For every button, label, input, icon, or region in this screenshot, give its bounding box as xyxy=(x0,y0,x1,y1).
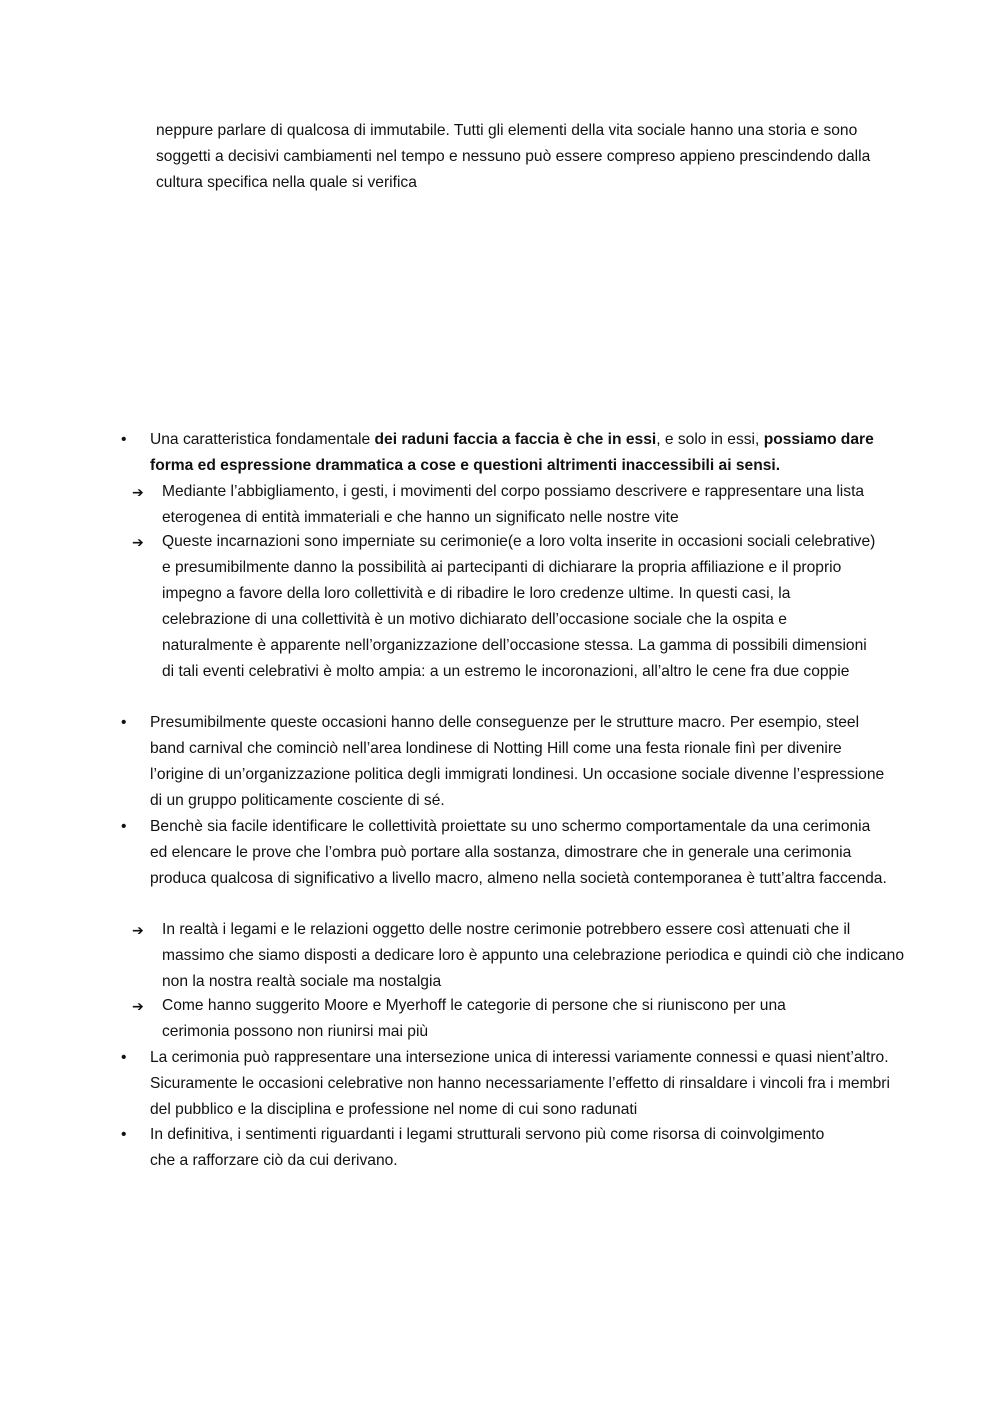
list-item-text: Presumibilmente queste occasioni hanno delle conseguenze per le strutture macro. Per esempio, steel band carnival che cominciò nell’area londinese di Notting Hill come una festa rionale finì per divenire l’origine di un’organizzazione politica degli immigrati londinesi. Un occasione sociale divenne l’espressione di un gruppo politicamente cosciente di sé. xyxy=(150,714,885,809)
bullet-marker: • xyxy=(121,1126,127,1143)
list-item-text: Queste incarnazioni sono imperniate su cerimonie(e a loro volta inserite in occasioni sociali celebrative) e presumibilmente danno la possibilità ai partecipanti di dichiarare la propria affiliazione e il proprio impegno a favore della loro collettività e di ribadire le loro credenze ultime. In questi casi, la celebrazione di una collettività è un motivo dichiarato dell’occasione sociale che la ospita e naturalmente è apparente nell’organizzazione dell’occasione stessa. La gamma di possibili dimensioni di tali eventi celebrativi è molto ampia: a un estremo le incoronazioni, all’altro le cene fra due coppie xyxy=(162,533,876,680)
bold-text: dei raduni faccia a faccia è che in essi xyxy=(374,431,657,448)
arrow-marker: ➔ xyxy=(132,998,144,1014)
list-item xyxy=(132,479,877,531)
list-item-text: Benchè sia facile identificare le collettività proiettate su uno schermo comportamentale da una cerimonia ed elencare le prove che l’ombra può portare alla sostanza, dimostrare che in generale una cerimonia produca qualcosa di significativo a livello macro, almeno nella società contemporanea è tutt’altra faccenda. xyxy=(150,818,887,887)
list-item-text: La cerimonia può rappresentare una intersezione unica di interessi variamente connessi e quasi nient’altro. Sicuramente le occasioni celebrative non hanno necessariamente l’effetto di rinsaldare i vincoli fra i membri del pubblico e la disciplina e professione nel nome di cui sono radunati xyxy=(150,1049,890,1118)
bullet-marker: • xyxy=(121,431,127,448)
arrow-marker: ➔ xyxy=(132,922,144,938)
arrow-marker: ➔ xyxy=(132,484,144,500)
list-item xyxy=(132,529,877,685)
list-item xyxy=(121,814,890,892)
list-item-text: Mediante l’abbigliamento, i gesti, i movimenti del corpo possiamo descrivere e rappresentare una lista eterogenea di entità immateriali e che hanno un significato nelle nostre vite xyxy=(162,483,865,526)
bullet-marker: • xyxy=(121,714,127,731)
list-item xyxy=(121,427,880,479)
bullet-marker: • xyxy=(121,1049,127,1066)
list-item-text: Come hanno suggerito Moore e Myerhoff le categorie di persone che si riuniscono per una cerimonia possono non riunirsi mai più xyxy=(162,997,786,1040)
list-item xyxy=(121,710,890,814)
list-item-text: Una caratteristica fondamentale dei raduni faccia a faccia è che in essi, e solo in essi, possiamo dare forma ed espressione drammatica a cose e questioni altrimenti inaccessibili ai sensi. xyxy=(150,431,874,474)
list-item-text: In definitiva, i sentimenti riguardanti i legami strutturali servono più come risorsa di coinvolgimento che a rafforzare ciò da cui derivano. xyxy=(150,1126,825,1169)
list-item xyxy=(121,1045,895,1123)
list-item-text: In realtà i legami e le relazioni oggetto delle nostre cerimonie potrebbero essere così attenuati che il massimo che siamo disposti a dedicare loro è appunto una celebrazione periodica e quindi ciò che indicano non la nostra realtà sociale ma nostalgia xyxy=(162,921,905,990)
bullet-marker: • xyxy=(121,818,127,835)
list-item xyxy=(121,1122,830,1174)
list-item xyxy=(132,917,907,995)
bold-text: possiamo dare forma ed espressione drammatica a cose e questioni altrimenti inaccessibili ai sensi. xyxy=(150,431,874,474)
intro-paragraph: neppure parlare di qualcosa di immutabile. Tutti gli elementi della vita sociale hanno una storia e sono soggetti a decisivi cambiamenti nel tempo e nessuno può essere compreso appieno prescindendo dalla cultura specifica nella quale si verifica xyxy=(156,122,871,191)
arrow-marker: ➔ xyxy=(132,534,144,550)
list-item xyxy=(132,993,827,1045)
